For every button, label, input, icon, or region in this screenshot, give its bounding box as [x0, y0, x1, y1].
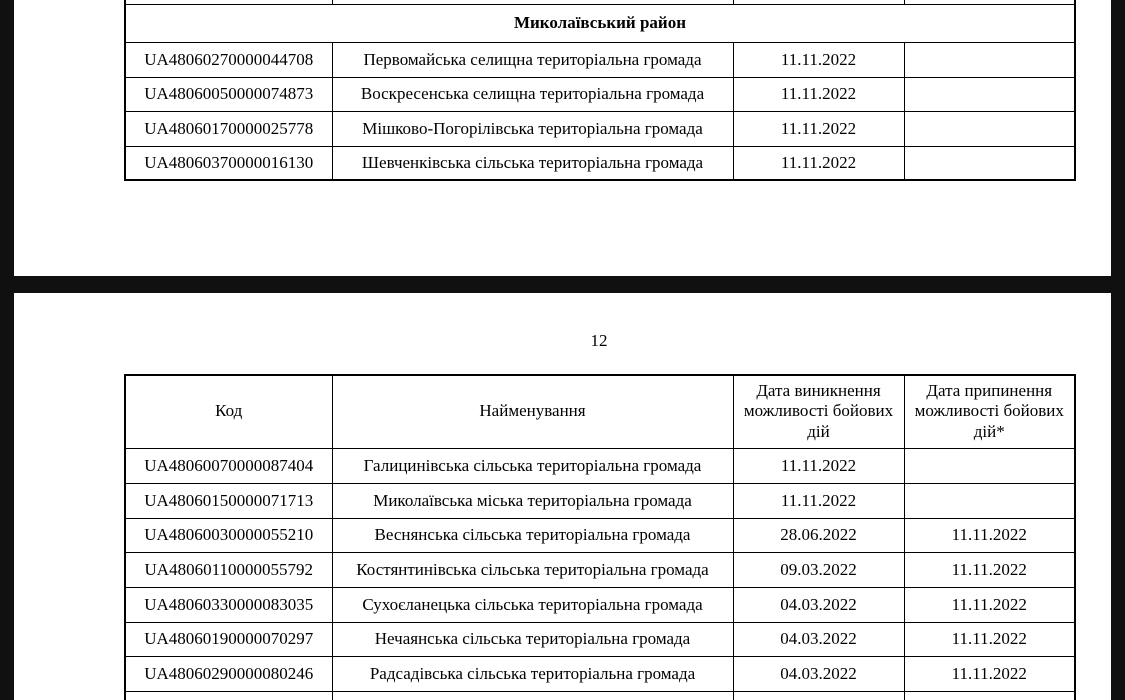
table-row — [125, 587, 1075, 622]
table-header-row — [125, 375, 1075, 448]
table-row — [125, 656, 1075, 691]
code-cell: UA48060150000071713 — [125, 483, 332, 518]
communities-table-top — [124, 0, 1076, 181]
code-cell: UA48060270000044708 — [125, 42, 332, 77]
name-cell: Радсадівська сільська територіальна громада — [332, 656, 733, 691]
name-cell: Первомайська селищна територіальна громада — [332, 42, 733, 77]
date-end-cell: 11.11.2022 — [904, 656, 1075, 691]
table-row — [125, 42, 1075, 77]
date-start-cell: 28.06.2022 — [733, 518, 904, 552]
date-start-cell: 04.03.2022 — [733, 622, 904, 656]
date-end-cell: 11.11.2022 — [904, 587, 1075, 622]
date-start-cell: 11.11.2022 — [733, 111, 904, 146]
document-page-top — [14, 0, 1111, 276]
table-row — [125, 146, 1075, 180]
date-end-cell — [904, 691, 1075, 700]
name-cell: Сухоєланецька сільська територіальна громада — [332, 587, 733, 622]
code-cell: UA48060330000083035 — [125, 587, 332, 622]
date-end-cell — [904, 483, 1075, 518]
name-cell: Мішково-Погорілівська територіальна громада — [332, 111, 733, 146]
table-row-clipped — [125, 691, 1075, 700]
communities-table-page-12 — [124, 374, 1076, 700]
date-end-cell — [904, 111, 1075, 146]
date-start-cell: 11.11.2022 — [733, 483, 904, 518]
code-cell: UA48060190000070297 — [125, 622, 332, 656]
name-cell: Шевченківська сільська територіальна громада — [332, 146, 733, 180]
name-cell: Нечаянська сільська територіальна громада — [332, 622, 733, 656]
name-cell — [332, 691, 733, 700]
table-row — [125, 483, 1075, 518]
name-cell: Костянтинівська сільська територіальна громада — [332, 552, 733, 587]
code-cell: UA48060030000055210 — [125, 518, 332, 552]
column-header-date-end: Дата припинення можливості бойових дій* — [904, 375, 1075, 448]
code-cell — [125, 691, 332, 700]
code-cell: UA48060070000087404 — [125, 448, 332, 483]
date-start-cell: 11.11.2022 — [733, 77, 904, 111]
document-page-12 — [14, 293, 1111, 700]
code-cell: UA48060050000074873 — [125, 77, 332, 111]
date-start-cell — [733, 691, 904, 700]
table-row — [125, 111, 1075, 146]
column-header-code: Код — [125, 375, 332, 448]
date-end-cell — [904, 146, 1075, 180]
page-number: 12 — [590, 331, 608, 350]
column-header-name: Найменування — [332, 375, 733, 448]
date-end-cell: 11.11.2022 — [904, 622, 1075, 656]
date-start-cell: 11.11.2022 — [733, 146, 904, 180]
district-header: Миколаївський район — [125, 4, 1075, 42]
name-cell: Галицинівська сільська територіальна громада — [332, 448, 733, 483]
district-header-row — [125, 4, 1075, 42]
date-start-cell: 09.03.2022 — [733, 552, 904, 587]
table-row — [125, 77, 1075, 111]
date-end-cell: 11.11.2022 — [904, 552, 1075, 587]
date-start-cell: 04.03.2022 — [733, 587, 904, 622]
table-row — [125, 518, 1075, 552]
table-row — [125, 622, 1075, 656]
table-row — [125, 448, 1075, 483]
code-cell: UA48060370000016130 — [125, 146, 332, 180]
name-cell: Веснянська сільська територіальна громада — [332, 518, 733, 552]
date-start-cell: 04.03.2022 — [733, 656, 904, 691]
table-row — [125, 552, 1075, 587]
date-start-cell: 11.11.2022 — [733, 448, 904, 483]
date-start-cell: 11.11.2022 — [733, 42, 904, 77]
date-end-cell: 11.11.2022 — [904, 518, 1075, 552]
column-header-date-start: Дата виникнення можливості бойових дій — [733, 375, 904, 448]
code-cell: UA48060110000055792 — [125, 552, 332, 587]
name-cell: Воскресенська селищна територіальна громада — [332, 77, 733, 111]
date-end-cell — [904, 448, 1075, 483]
code-cell: UA48060170000025778 — [125, 111, 332, 146]
date-end-cell — [904, 77, 1075, 111]
name-cell: Миколаївська міська територіальна громада — [332, 483, 733, 518]
code-cell: UA48060290000080246 — [125, 656, 332, 691]
date-end-cell — [904, 42, 1075, 77]
